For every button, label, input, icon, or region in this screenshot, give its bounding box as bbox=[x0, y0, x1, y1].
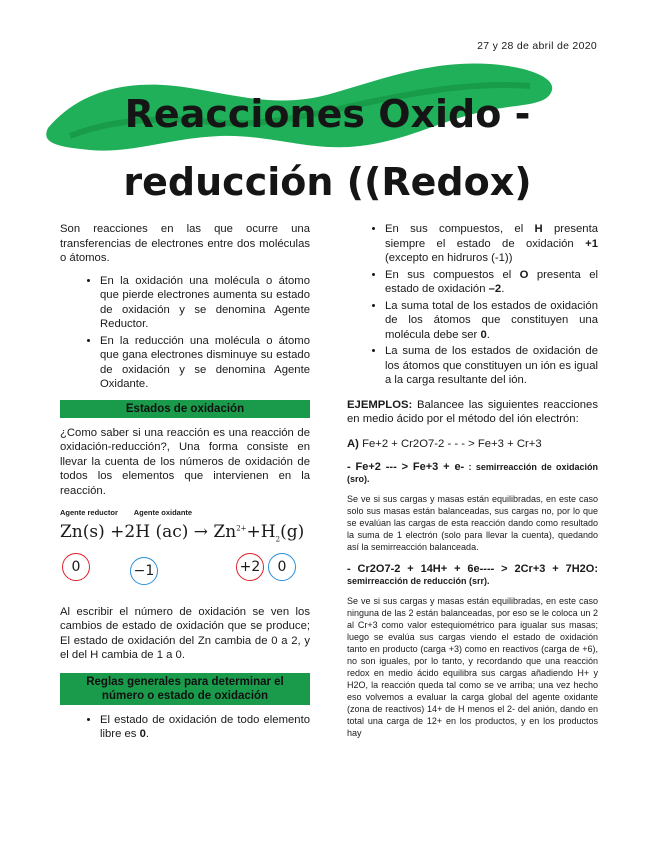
paragraph-changes: Al escribir el número de oxidación se ven los cambios de estado de oxidación que se produce; El estado de oxidación del Zn cambia de 0 a 2, y el del H cambia de 1 a 0. bbox=[60, 605, 310, 661]
ox-number-h-product: 0 bbox=[268, 553, 296, 581]
rule-hydrogen: • En sus compuestos, el H presenta siempre el estado de oxidación +1 (excepto en hidruros (-1)) bbox=[385, 222, 598, 266]
examples-intro: EJEMPLOS: Balancee las siguientes reacciones en medio ácido por el método del ión electrón: bbox=[347, 398, 598, 425]
sro-heading: - Fe+2 --- > Fe+3 + e- : semirreacción de oxidación (sro). bbox=[347, 461, 599, 484]
rule-oxygen: • En sus compuestos el O presenta el estado de oxidación –2. bbox=[385, 268, 598, 297]
equation-text: Zn(s) +2H $(ac) \to Zn^{2+}+H_2(g)$ bbox=[60, 521, 305, 543]
paragraph-how-to: ¿Como saber si una reacción es una reacción de oxidación-reducción?, Una forma consiste en llevar la cuenta de los números de oxidación de todos los elementos que intervienen en la reacción. bbox=[60, 426, 310, 497]
page-title-line1: Reacciones Oxido - bbox=[124, 92, 531, 136]
section-heading-reglas: Reglas generales para determinar el número o estado de oxidación bbox=[60, 673, 310, 705]
right-column bbox=[347, 222, 598, 739]
rules-list-right bbox=[347, 222, 598, 388]
srr-heading: - Cr2O7-2 + 14H+ + 6e---- > 2Cr+3 + 7H2O: semirreacción de reducción (srr). bbox=[347, 563, 598, 586]
rule-ion-sum: • La suma de los estados de oxidación de los átomos que constituyen un ión es igual a la carga resultante del ión. bbox=[385, 344, 598, 388]
rule-free-element: • El estado de oxidación de todo elemento libre es 0. bbox=[100, 713, 310, 742]
sro-paragraph: Se ve si sus cargas y masas están equilibradas, en este caso solo sus masas están balanceadas, sus cargas no, por lo que se evalúan las cargas de esta reacción dando como resultado la suma de 1 electrón (solo para llevar la cuenta), quedando así la semirreacción balanceada. bbox=[347, 494, 598, 552]
oxidation-bullets bbox=[60, 274, 310, 392]
rules-list-left bbox=[60, 713, 310, 742]
ox-number-h-reactant: −1 bbox=[130, 557, 158, 585]
bullet-oxidation: • En la oxidación una molécula o átomo que pierde electrones aumenta su estado de oxidación y se denomina Agente Reductor. bbox=[100, 274, 310, 332]
bullet-reduction: • En la reducción una molécula o átomo que gana electrones disminuye su estado de oxidación y se denomina Agente Oxidante. bbox=[100, 334, 310, 392]
agent-oxidante-label: Agente oxidante bbox=[133, 508, 193, 517]
page-title-line2: reducción ((Redox) bbox=[123, 160, 532, 204]
agent-reductor-label: Agente reductor bbox=[60, 508, 118, 517]
srr-paragraph: Se ve si sus cargas y masas están equilibradas, en este caso ninguna de las 2 están balanceadas, por eso se le coloca un 2 al Cr+3 como valor estequiométrico para igualar sus masas; luego se evalúa sus cargas viendo el estado de oxidación tanto en producto (carga +3) como en reactivos (carga de +6), no son iguales, por lo tanto, y recordando que una reacción redox en medio ácido equilibra sus cargas añadiendo H+ y H2O, la reacción queda tal como se ve arriba; una vez hecho eso volvemos a evaluar la carga global del agente oxidante (zona de reactivos) 14+ de H menos el 2- del anión, dando en total una carga de 12+ en los productos, y en los productos hay bbox=[347, 596, 598, 738]
agent-labels bbox=[60, 506, 310, 521]
reaction-a: A) Fe+2 + Cr2O7-2 - - - > Fe+3 + Cr+3 bbox=[347, 437, 542, 450]
intro-paragraph: Son reacciones en las que ocurre una transferencias de electrones entre dos moléculas o átomos. bbox=[60, 223, 310, 264]
section-heading-estados: Estados de oxidación bbox=[60, 400, 310, 418]
oxidation-equation bbox=[60, 521, 310, 587]
rule-molecule-sum: • La suma total de los estados de oxidación de los átomos que constituyen una molécula debe ser 0. bbox=[385, 299, 598, 343]
ox-number-zn-reactant: 0 bbox=[62, 553, 90, 581]
ox-number-zn-product: +2 bbox=[236, 553, 264, 581]
date-header: 27 y 28 de abril de 2020 bbox=[477, 40, 597, 52]
left-column bbox=[60, 222, 310, 744]
